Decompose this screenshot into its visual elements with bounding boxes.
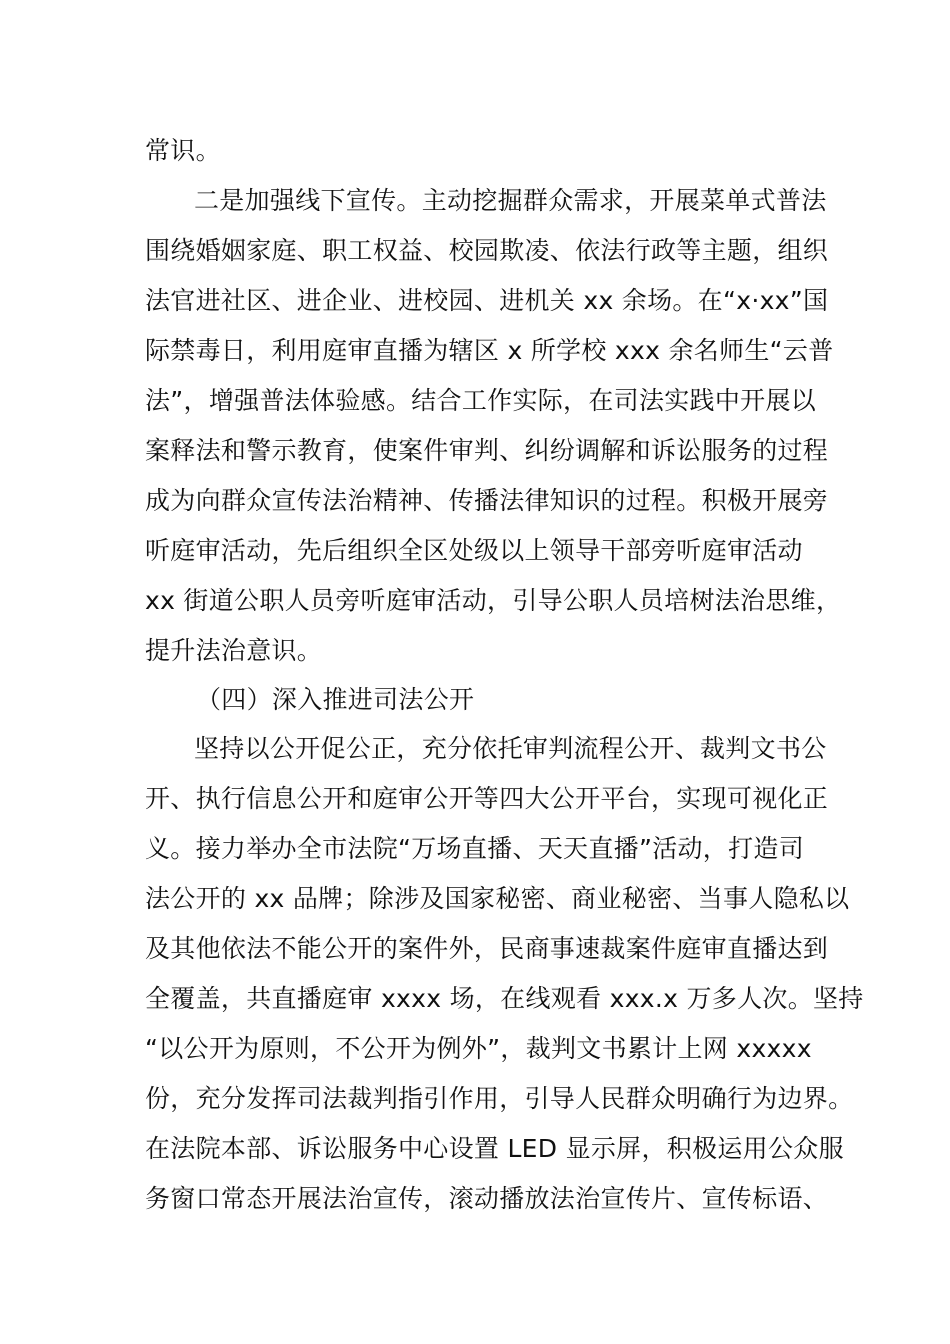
text-line: “以公开为原则，不公开为例外”，裁判文书累计上网 xxxxx [145,1034,812,1063]
text-line: 及其他依法不能公开的案件外，民商事速裁案件庭审直播达到 [145,934,829,963]
text-line: 在法院本部、诉讼服务中心设置 LED 显示屏，积极运用公众服 [145,1134,844,1163]
text-line: 案释法和警示教育，使案件审判、纠纷调解和诉讼服务的过程 [145,436,829,465]
text-line: 法公开的 xx 品牌；除涉及国家秘密、商业秘密、当事人隐私以 [145,884,850,913]
text-line: 听庭审活动，先后组织全区处级以上领导干部旁听庭审活动 [145,536,803,565]
text-line: 法”，增强普法体验感。结合工作实际，在司法实践中开展以 [145,386,817,415]
text-line: 开、执行信息公开和庭审公开等四大公开平台，实现可视化正 [145,784,829,813]
section-heading: （四）深入推进司法公开 [196,685,475,714]
text-line: 份，充分发挥司法裁判指引作用，引导人民群众明确行为边界。 [145,1084,854,1113]
text-line: 围绕婚姻家庭、职工权益、校园欺凌、依法行政等主题，组织 [145,236,829,265]
text-line: 提升法治意识。 [145,636,323,665]
text-line: 际禁毒日，利用庭审直播为辖区 x 所学校 xxx 余名师生“云普 [145,336,834,365]
text-line: 常识。 [145,136,221,165]
text-line: 义。接力举办全市法院“万场直播、天天直播”活动，打造司 [145,834,805,863]
paragraph-start: 坚持以公开促公正，充分依托审判流程公开、裁判文书公 [194,734,827,763]
text-line: xx 街道公职人员旁听庭审活动，引导公职人员培树法治思维， [145,586,842,615]
text-line: 全覆盖，共直播庭审 xxxx 场，在线观看 xxx.x 万多人次。坚持 [145,984,864,1013]
paragraph-start: 二是加强线下宣传。主动挖掘群众需求，开展菜单式普法 [194,186,827,215]
text-line: 务窗口常态开展法治宣传，滚动播放法治宣传片、宣传标语、 [145,1184,829,1213]
text-line: 成为向群众宣传法治精神、传播法律知识的过程。积极开展旁 [145,486,829,515]
text-line: 法官进社区、进企业、进校园、进机关 xx 余场。在“x·xx”国 [145,286,829,315]
